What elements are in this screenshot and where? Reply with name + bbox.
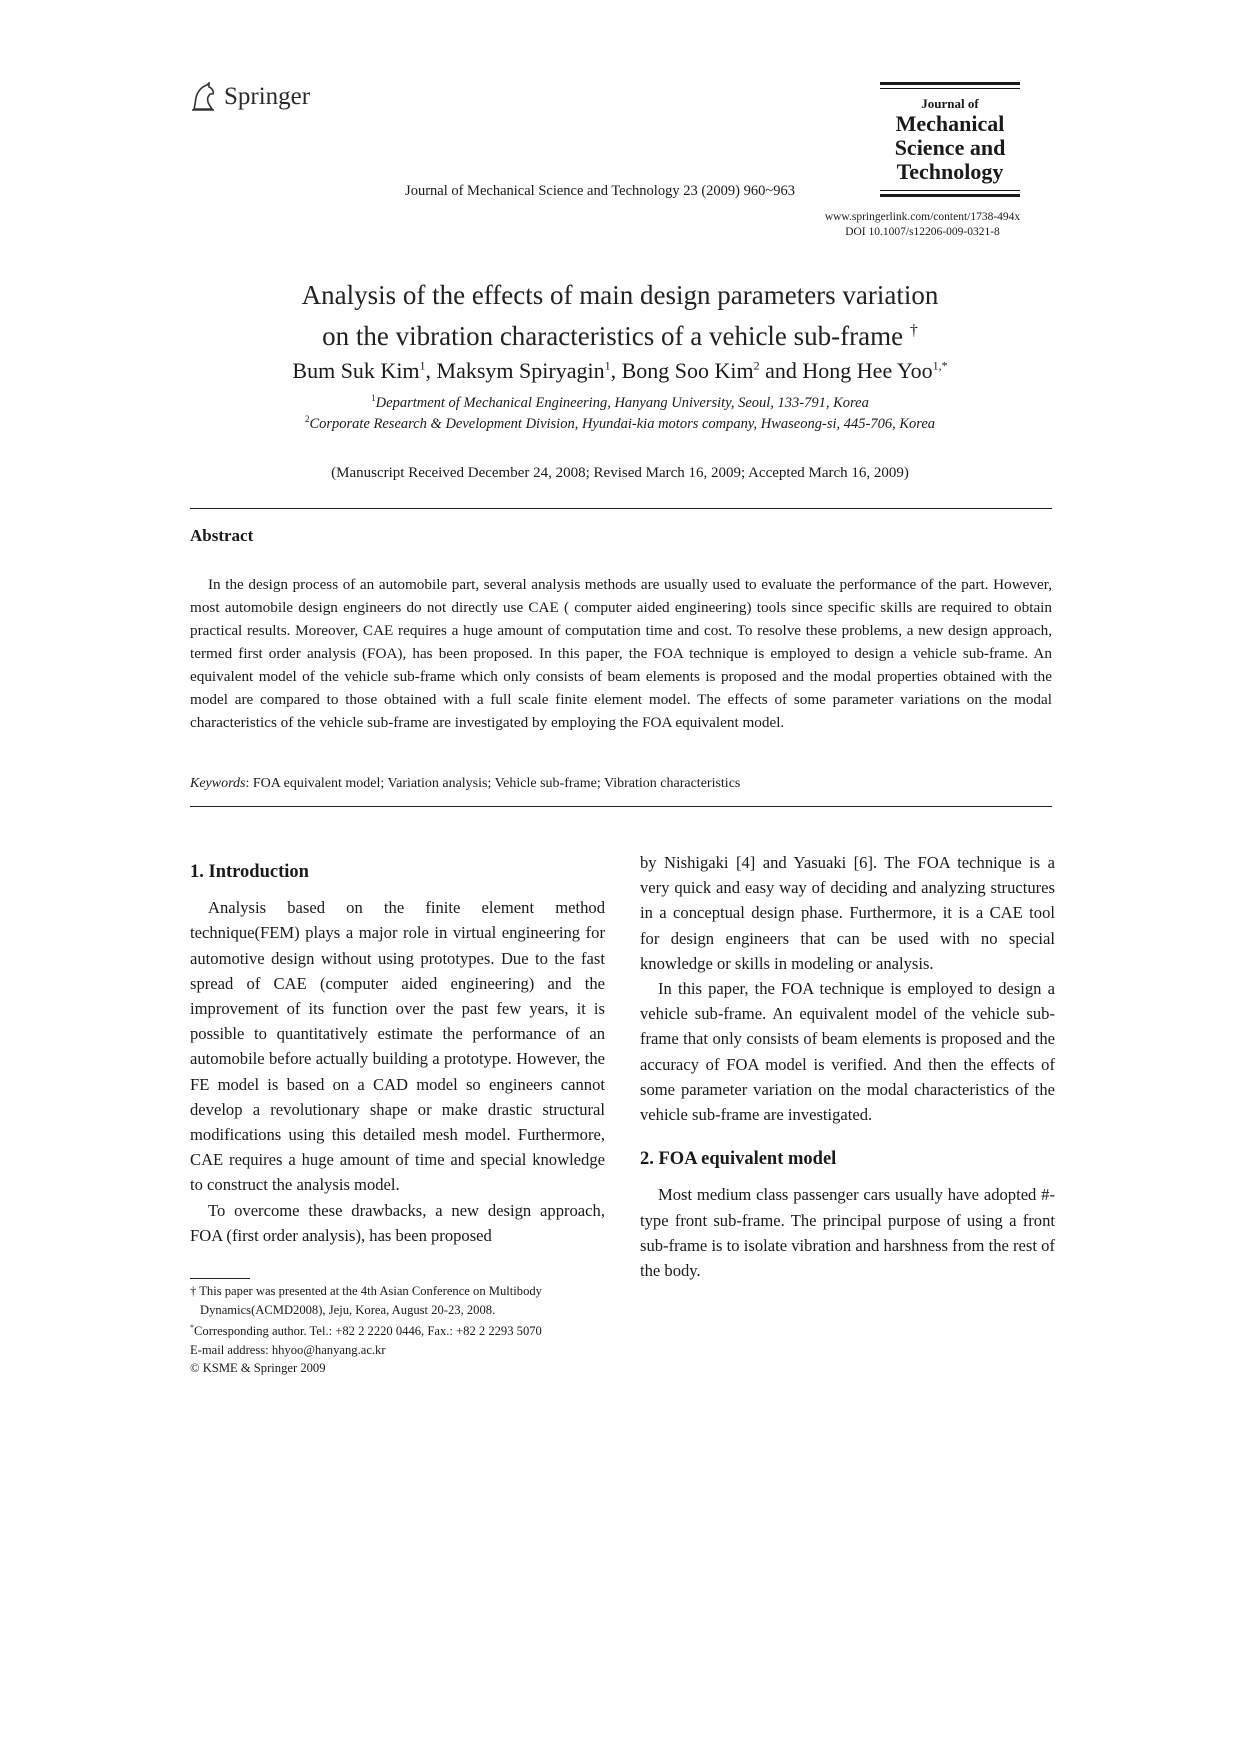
- dagger-mark: †: [909, 322, 918, 339]
- journal-url[interactable]: www.springerlink.com/content/1738-494x: [824, 211, 1021, 223]
- footnote: *Corresponding author. Tel.: +82 2 2220 0446, Fax.: +82 2 2293 5070: [190, 1323, 542, 1339]
- section-heading: 1. Introduction: [190, 862, 309, 882]
- journal-name-line: Technology: [896, 159, 1004, 184]
- right-column: [640, 850, 1055, 1283]
- affiliation: $^2$Corporate Research & Development Division, Hyundai-kia motors company, Hwaseong-si, 445-706, Korea: [304, 414, 936, 432]
- title-line-1: Analysis of the effects of main design parameters variation: [301, 280, 939, 310]
- doi-block: [790, 210, 1055, 240]
- journal-of: Journal of: [921, 96, 979, 111]
- divider: [190, 508, 1052, 509]
- title-line-2: on the vibration characteristics of a vehicle sub-frame †: [322, 321, 918, 351]
- section-heading: 2. FOA equivalent model: [640, 1149, 837, 1170]
- footnote: E-mail address: hhyoo@hanyang.ac.kr: [190, 1342, 386, 1357]
- footnote-rule: [190, 1278, 250, 1279]
- abstract-heading: Abstract: [190, 526, 254, 545]
- springer-wordmark: Springer: [224, 83, 311, 110]
- left-column: [190, 860, 605, 1248]
- paragraph: To overcome these drawbacks, a new design approach, FOA (first order analysis), has been proposed: [190, 1200, 605, 1245]
- journal-name-line: Mechanical: [895, 111, 1005, 136]
- paragraph: In this paper, the FOA technique is employed to design a vehicle sub-frame. An equivalent model of the vehicle sub-frame that only consists of beam elements is proposed and the accuracy of FOA model is verified. And then the effects of some parameter variation on the modal characteristics of the vehicle sub-frame are investigated.: [640, 979, 1055, 1125]
- journal-box: [880, 82, 1020, 200]
- doi: DOI 10.1007/s12206-009-0321-8: [845, 226, 1000, 238]
- springer-horse-icon: [190, 82, 216, 112]
- author-list: Bum Suk Kim$^1$, Maksym Spiryagin$^1$, Bong Soo Kim$^2$ and Hong Hee Yoo$^{1,*}$: [292, 358, 948, 383]
- footnote: † This paper was presented at the 4th Asian Conference on Multibody Dynamics(ACMD2008), Jeju, Korea, August 20-23, 2008.: [190, 1284, 542, 1317]
- paper-title: [160, 277, 1080, 354]
- keywords: Keywords: FOA equivalent model; Variation analysis; Vehicle sub-frame; Vibration characteristics: [190, 776, 741, 791]
- abstract-text: In the design process of an automobile part, several analysis methods are usually used to evaluate the performance of the part. However, most automobile design engineers do not directly use CAE ( computer aided engineering) tools since specific skills are required to obtain practical results. Moreover, CAE requires a huge amount of computation time and cost. To resolve these problems, a new design approach, termed first order analysis (FOA), has been proposed. In this paper, the FOA technique is employed to design a vehicle sub-frame. An equivalent model of the vehicle sub-frame which only consists of beam elements is proposed and the modal properties obtained with the model are compared to those obtained with a full scale finite element model. The effects of some parameter variations on the modal characteristics of the vehicle sub-frame are investigated by employing the FOA equivalent model.: [190, 576, 1052, 731]
- footnotes: [190, 1278, 610, 1378]
- springer-logo: [190, 82, 310, 112]
- journal-name-line: Science and: [894, 135, 1006, 160]
- journal-citation: Journal of Mechanical Science and Technology 23 (2009) 960~963: [405, 183, 795, 199]
- author: Bong Soo Kim: [621, 358, 754, 383]
- affiliation: $^1$Department of Mechanical Engineering, Hanyang University, Seoul, 133-791, Korea: [371, 393, 869, 411]
- author: Hong Hee Yoo: [802, 358, 933, 383]
- author: Maksym Spiryagin: [436, 358, 605, 383]
- paragraph: Most medium class passenger cars usually have adopted #-type front sub-frame. The principal purpose of using a front sub-frame is to isolate vibration and harshness from the rest of the body.: [640, 1185, 1055, 1281]
- divider: [190, 806, 1052, 807]
- footnote: © KSME & Springer 2009: [190, 1361, 326, 1376]
- author: Bum Suk Kim: [292, 358, 420, 383]
- journal-box-rule: [880, 194, 1020, 197]
- journal-box-rule: [880, 190, 1020, 191]
- manuscript-dates: (Manuscript Received December 24, 2008; Revised March 16, 2009; Accepted March 16, 2009): [331, 465, 909, 481]
- journal-box-rule: [880, 88, 1020, 89]
- paragraph: by Nishigaki [4] and Yasuaki [6]. The FOA technique is a very quick and easy way of deciding and analyzing structures in a conceptual design phase. Furthermore, it is a CAE tool for design engineers that can be used with no special knowledge or skills in modeling or analysis.: [640, 853, 1055, 973]
- paragraph: Analysis based on the finite element method technique(FEM) plays a major role in virtual engineering for automotive design without using prototypes. Due to the fast spread of CAE (computer aided engineering) and the improvement of its function over the past few years, it is possible to quantitatively estimate the performance of an automobile before actually building a prototype. However, the FE model is based on a CAD model so engineers cannot develop a revolutionary shape or make drastic structural modifications using this detailed mesh model. Furthermore, CAE requires a huge amount of time and special knowledge to construct the analysis model.: [190, 898, 605, 1195]
- journal-box-rule: [880, 82, 1020, 85]
